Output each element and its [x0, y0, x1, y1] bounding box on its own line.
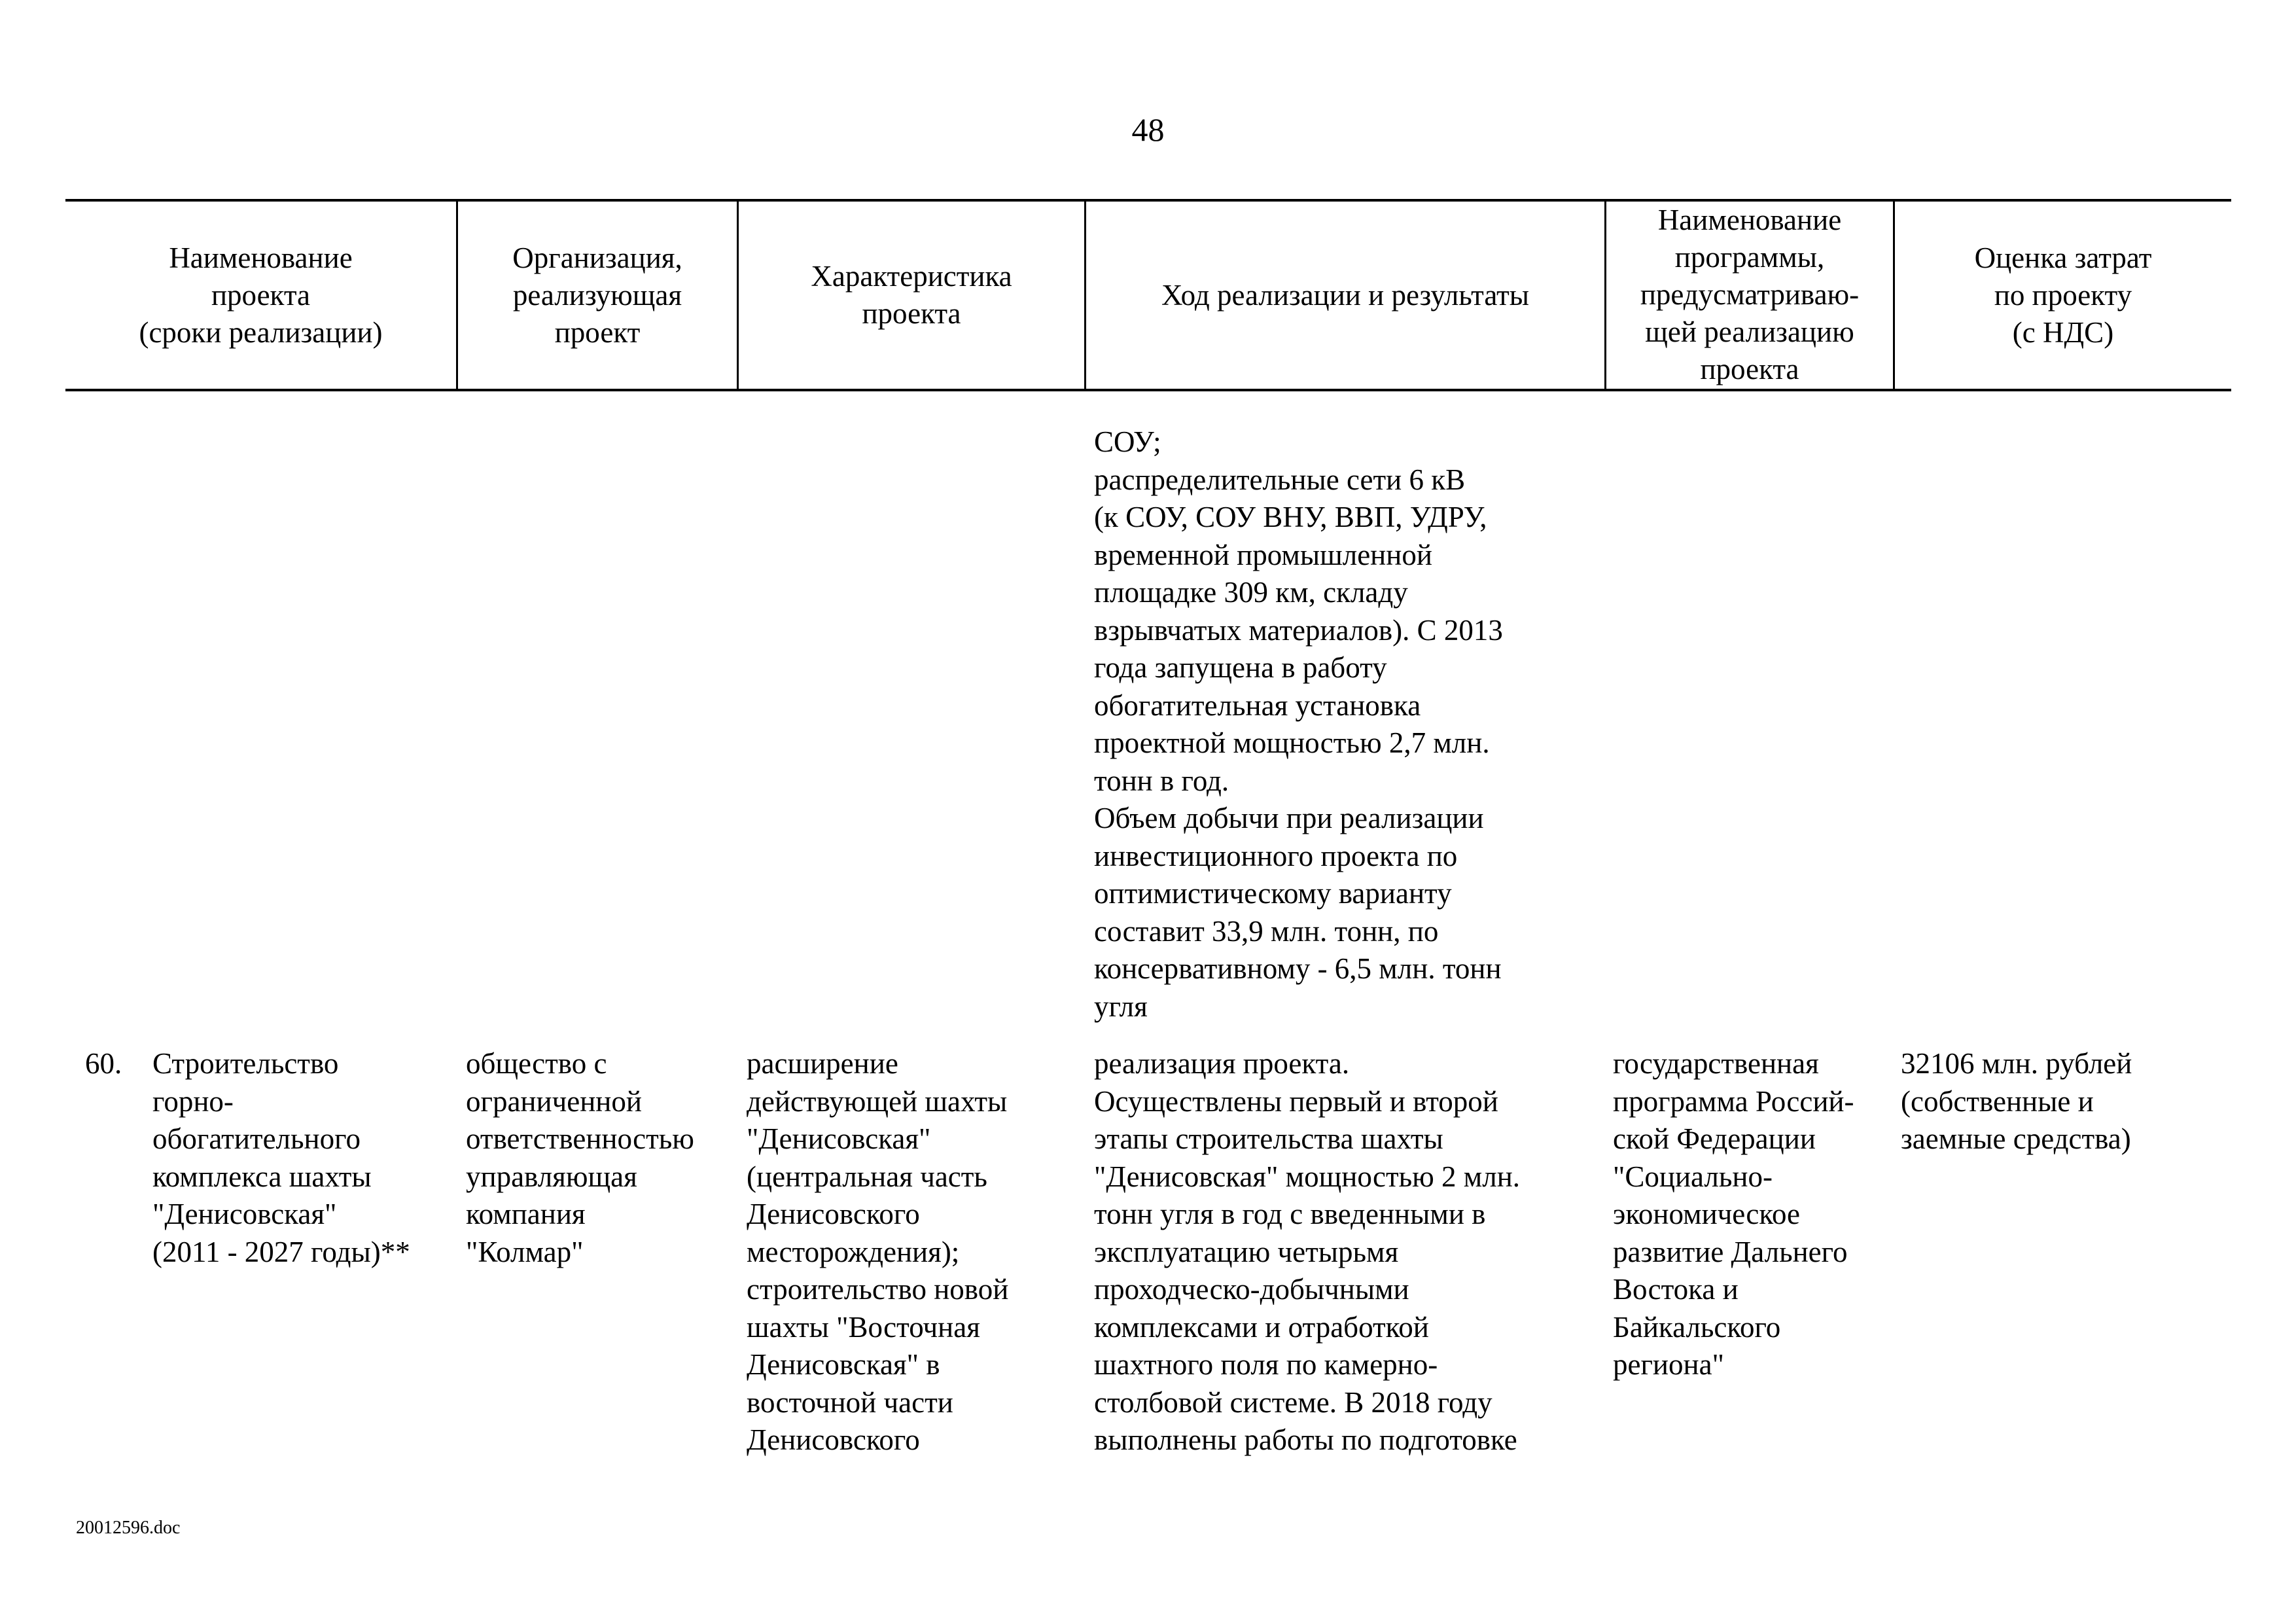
header-characteristic: Характеристика проекта	[811, 260, 1012, 330]
progress-continuation-text: СОУ; распределительные сети 6 кВ (к СОУ, СОУ ВНУ, ВВП, УДРУ, временной промышленной площадке 309 км, складу взрывчатых материалов). С 2013 года запущена в работу обогатительная установка проектной мощностью 2,7 млн. тонн в год. Объем добычи при реализации инвестиционного проекта по оптимистическому варианту составит 33,9 млн. тонн, по консервативному - 6,5 млн. тонн угля	[1094, 425, 1503, 1023]
row-characteristic: расширение действующей шахты "Денисовская" (центральная часть Денисовского месторождения); строительство новой шахты "Восточная Денисовская" в восточной части Денисовского	[747, 1047, 1009, 1456]
row-progress: реализация проекта. Осуществлены первый и второй этапы строительства шахты "Денисовская" мощностью 2 млн. тонн угля в год с введенными в эксплуатацию четырьмя проходческо-добычными комплексами и отработкой шахтного поля по камерно- столбовой системе. В 2018 году выполнены работы по подготовке	[1094, 1047, 1521, 1456]
row-project-name: Строительство горно- обогатительного комплекса шахты "Денисовская" (2011 - 2027 годы)**	[152, 1047, 410, 1268]
header-program: Наименование программы, предусматриваю- щей реализацию проекта	[1640, 204, 1860, 385]
footer-document-code: 20012596.doc	[76, 1518, 181, 1538]
row-organization: общество с ограниченной ответственностью управляющая компания "Колмар"	[466, 1047, 694, 1268]
header-cost: Оценка затрат по проекту (с НДС)	[1974, 241, 2152, 349]
row-program: государственная программа Россий- ской Федерации "Социально- экономическое развитие Дальнего Востока и Байкальского региона"	[1613, 1047, 1854, 1381]
header-progress: Ход реализации и результаты	[1161, 278, 1530, 312]
header-organization: Организация, реализующая проект	[512, 241, 682, 349]
row-number: 60.	[85, 1047, 122, 1080]
page-number: 48	[1131, 111, 1165, 148]
header-project-name: Наименование проекта (сроки реализации)	[139, 241, 383, 349]
row-cost: 32106 млн. рублей (собственные и заемные средства)	[1901, 1047, 2132, 1155]
